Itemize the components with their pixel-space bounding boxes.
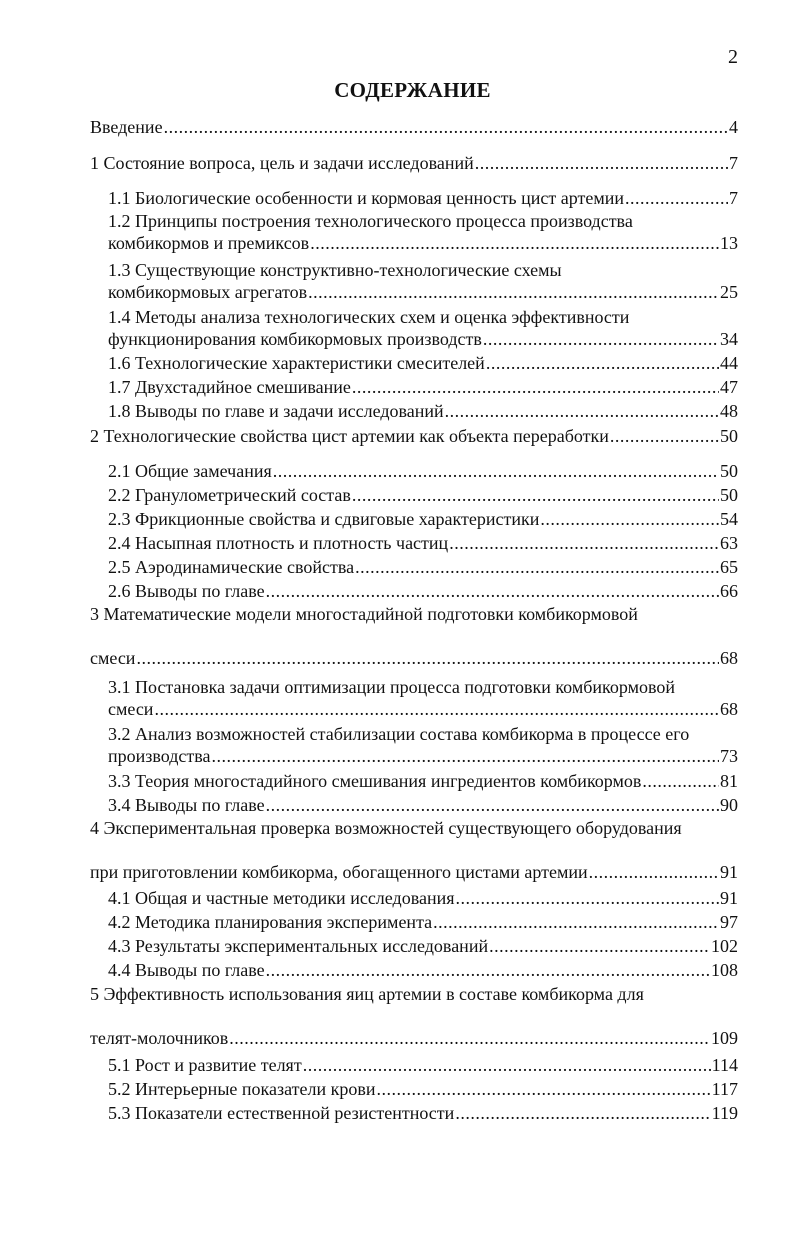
- toc-entry-2-2: 2.2 Гранулометрический состав ..... 50: [108, 484, 738, 506]
- toc-entry-3-1: 3.1 Постановка задачи оптимизации процесса подготовки комбикормовой смеси ..... 68: [108, 676, 738, 720]
- toc-entry-chapter-2: 2 Технологические свойства цист артемии как объекта переработки ..... 50: [90, 425, 738, 447]
- toc-entry-4-4: 4.4 Выводы по главе ..... 108: [108, 959, 738, 981]
- toc-entry-3-4: 3.4 Выводы по главе ..... 90: [108, 794, 738, 816]
- toc-entry-1-2: 1.2 Принципы построения технологического процесса производства комбикормов и премиксов ..... 13: [108, 210, 738, 254]
- toc-entry-2-4: 2.4 Насыпная плотность и плотность частиц ..... 63: [108, 532, 738, 554]
- page-title: СОДЕРЖАНИЕ: [334, 78, 491, 102]
- toc-entry-1-3: 1.3 Существующие конструктивно-технологические схемы комбикормовых агрегатов ..... 25: [108, 259, 738, 303]
- toc-entry-1-6: 1.6 Технологические характеристики смесителей ..... 44: [108, 352, 738, 374]
- page-number: 2: [728, 46, 738, 68]
- toc-entry-1-7: 1.7 Двухстадийное смешивание ..... 47: [108, 376, 738, 398]
- toc-entry-5-3: 5.3 Показатели естественной резистентности ..... 119: [108, 1102, 738, 1124]
- toc-entry-4-1: 4.1 Общая и частные методики исследования ..... 91: [108, 887, 738, 909]
- toc-entry-5-2: 5.2 Интерьерные показатели крови ..... 117: [108, 1078, 738, 1100]
- toc-entry-2-6: 2.6 Выводы по главе ..... 66: [108, 580, 738, 602]
- toc-entry-2-5: 2.5 Аэродинамические свойства ..... 65: [108, 556, 738, 578]
- toc-entry-3-3: 3.3 Теория многостадийного смешивания ингредиентов комбикормов ..... 81: [108, 770, 738, 792]
- toc-entry-4-2: 4.2 Методика планирования эксперимента ..... 97: [108, 911, 738, 933]
- toc-entry-2-3: 2.3 Фрикционные свойства и сдвиговые характеристики ..... 54: [108, 508, 738, 530]
- toc-entry-chapter-1: 1 Состояние вопроса, цель и задачи исследований ..... 7: [90, 152, 738, 174]
- toc-entry-chapter-4: 4 Экспериментальная проверка возможностей существующего оборудования при приготовлении комбикорма, обогащенного цистами артемии ..... 91: [90, 817, 738, 883]
- toc-entry-2-1: 2.1 Общие замечания ..... 50: [108, 460, 738, 482]
- toc-entry-1-8: 1.8 Выводы по главе и задачи исследований ..... 48: [108, 400, 738, 422]
- toc-entry-intro: Введение ..... 4: [90, 116, 738, 138]
- toc-entry-1-1: 1.1 Биологические особенности и кормовая ценность цист артемии ..... 7: [108, 187, 738, 209]
- toc-entry-chapter-5: 5 Эффективность использования яиц артемии в составе комбикорма для телят-молочников ..... 109: [90, 983, 738, 1049]
- toc-entry-1-4: 1.4 Методы анализа технологических схем и оценка эффективности функционирования комбикормовых производств ..... 34: [108, 306, 738, 350]
- toc-entry-chapter-3: 3 Математические модели многостадийной подготовки комбикормовой смеси ..... 68: [90, 603, 738, 669]
- toc-entry-5-1: 5.1 Рост и развитие телят ..... 114: [108, 1054, 738, 1076]
- toc-entry-3-2: 3.2 Анализ возможностей стабилизации состава комбикорма в процессе его производства ..... 73: [108, 723, 738, 767]
- toc-entry-4-3: 4.3 Результаты экспериментальных исследований ..... 102: [108, 935, 738, 957]
